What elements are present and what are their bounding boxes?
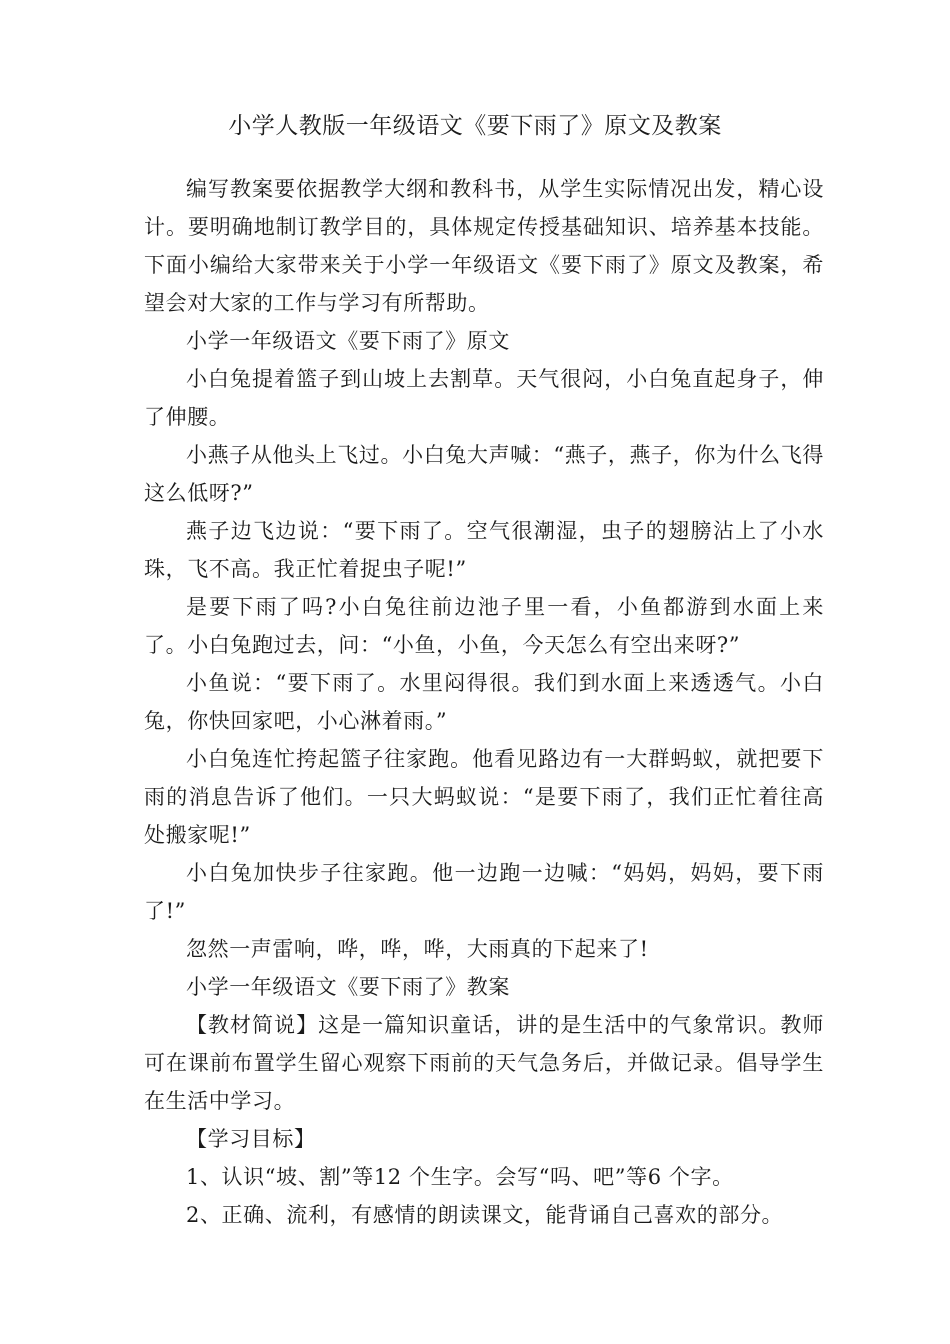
- document-body: [144, 170, 824, 1234]
- list-item-goal-1: 1、认识“坡、割”等12 个生字。会写“吗、吧”等6 个字。: [186, 1165, 734, 1189]
- paragraph: 是要下雨了吗?小白兔往前边池子里一看，小鱼都游到水面上来了。小白兔跑过去，问：“小鱼，小鱼，今天怎么有空出来呀?”: [144, 595, 824, 657]
- section-heading-original-text: 小学一年级语文《要下雨了》原文: [186, 329, 510, 353]
- document-title: 小学人教版一年级语文《要下雨了》原文及教案: [228, 113, 722, 139]
- paragraph: 小鱼说：“要下雨了。水里闷得很。我们到水面上来透透气。小白兔，你快回家吧，小心淋着雨。”: [144, 671, 824, 733]
- subheading-learning-goals: 【学习目标】: [186, 1127, 316, 1151]
- paragraph-material-overview: 【教材简说】这是一篇知识童话，讲的是生活中的气象常识。教师可在课前布置学生留心观察下雨前的天气急务后，并做记录。倡导学生在生活中学习。: [144, 1013, 824, 1113]
- paragraph: 燕子边飞边说：“要下雨了。空气很潮湿，虫子的翅膀沾上了小水珠，飞不高。我正忙着捉虫子呢!”: [144, 519, 824, 581]
- paragraph: 小白兔连忙挎起篮子往家跑。他看见路边有一大群蚂蚁，就把要下雨的消息告诉了他们。一只大蚂蚁说：“是要下雨了，我们正忙着往高处搬家呢!”: [144, 747, 824, 847]
- list-item-goal-2: 2、正确、流利，有感情的朗读课文，能背诵自己喜欢的部分。: [186, 1203, 784, 1227]
- section-heading-lesson-plan: 小学一年级语文《要下雨了》教案: [186, 975, 510, 999]
- paragraph: 小白兔加快步子往家跑。他一边跑一边喊：“妈妈，妈妈，要下雨了!”: [144, 861, 824, 923]
- paragraph: 忽然一声雷响，哗，哗，哗，大雨真的下起来了!: [186, 937, 649, 961]
- paragraph-intro: 编写教案要依据教学大纲和教科书，从学生实际情况出发，精心设计。要明确地制订教学目的，具体规定传授基础知识、培养基本技能。下面小编给大家带来关于小学一年级语文《要下雨了》原文及教案，希望会对大家的工作与学习有所帮助。: [144, 177, 824, 315]
- paragraph: 小白兔提着篮子到山坡上去割草。天气很闷，小白兔直起身子，伸了伸腰。: [144, 367, 824, 429]
- paragraph: 小燕子从他头上飞过。小白兔大声喊：“燕子，燕子，你为什么飞得这么低呀?”: [144, 443, 824, 505]
